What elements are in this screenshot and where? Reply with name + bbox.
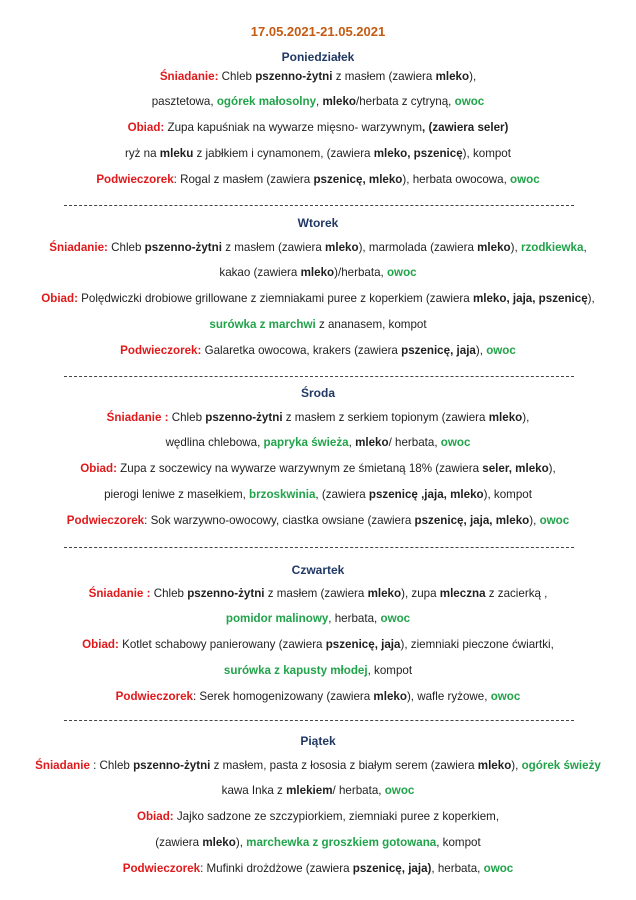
section-divider bbox=[64, 205, 574, 206]
highlight-item: owoc bbox=[490, 690, 521, 703]
meal-label: Podwieczorek bbox=[122, 862, 201, 875]
menu-line bbox=[0, 172, 636, 187]
menu-line bbox=[0, 637, 636, 652]
menu-line bbox=[0, 146, 636, 161]
text: Chleb bbox=[168, 411, 206, 424]
text: ), bbox=[522, 411, 530, 424]
meal-label: Obiad: bbox=[80, 462, 117, 475]
section-divider bbox=[64, 376, 574, 377]
text: , bbox=[583, 241, 587, 254]
text: ), ziemniaki pieczone ćwiartki, bbox=[400, 638, 554, 651]
text: Jajko sadzone ze szczypiorkiem, ziemniaki puree z koperkiem, bbox=[173, 810, 500, 823]
menu-line bbox=[0, 861, 636, 876]
menu-line bbox=[0, 586, 636, 601]
allergen: , (zawiera seler) bbox=[422, 121, 509, 134]
meal-label: Śniadanie : bbox=[88, 587, 151, 600]
allergen: mleko bbox=[202, 836, 236, 849]
text: Chleb bbox=[150, 587, 188, 600]
highlight-item: pomidor malinowy bbox=[225, 612, 329, 625]
menu-line bbox=[0, 611, 636, 626]
menu-line bbox=[0, 69, 636, 84]
allergen: mleko, pszenicę bbox=[373, 147, 463, 160]
text: ), bbox=[510, 241, 521, 254]
text: pasztetowa, bbox=[151, 95, 217, 108]
meal-label: Śniadanie: bbox=[159, 70, 219, 83]
text: (zawiera bbox=[155, 836, 203, 849]
highlight-item: ogórek świeży bbox=[521, 759, 601, 772]
meal-label: Śniadanie bbox=[35, 759, 90, 772]
allergen: mleko bbox=[367, 587, 402, 600]
text: z masłem z serkiem topionym (zawiera bbox=[282, 411, 489, 424]
text: ), bbox=[587, 292, 595, 305]
allergen: mleko bbox=[355, 436, 389, 449]
text: ), kompot bbox=[462, 147, 511, 160]
day-heading: Wtorek bbox=[297, 216, 339, 230]
meal-label: Obiad: bbox=[127, 121, 165, 134]
menu-line bbox=[0, 317, 636, 332]
text: : Rogal z masłem (zawiera bbox=[173, 173, 314, 186]
text: Chleb bbox=[218, 70, 256, 83]
allergen: pszenicę, jaja) bbox=[352, 862, 432, 875]
text: : Serek homogenizowany (zawiera bbox=[192, 690, 374, 703]
menu-line bbox=[0, 487, 636, 502]
allergen: pszenno-żytni bbox=[205, 411, 283, 424]
day-heading: Piątek bbox=[300, 734, 336, 748]
highlight-item: rzodkiewka bbox=[520, 241, 584, 254]
allergen: pszenno-żytni bbox=[187, 587, 265, 600]
text: , herbata, bbox=[328, 612, 381, 625]
text: : Mufinki drożdżowe (zawiera bbox=[200, 862, 353, 875]
meal-label: Podwieczorek bbox=[66, 514, 145, 527]
menu-line bbox=[0, 758, 636, 773]
highlight-item: owoc bbox=[440, 436, 471, 449]
text: , bbox=[316, 95, 323, 108]
allergen: mleko bbox=[435, 70, 470, 83]
menu-line bbox=[0, 461, 636, 476]
text: : Sok warzywno-owocowy, ciastka owsiane (zawiera bbox=[144, 514, 415, 527]
text: z masłem, pasta z łososia z białym serem (zawiera bbox=[210, 759, 478, 772]
allergen: pszenicę ,jaja, mleko bbox=[368, 488, 484, 501]
highlight-item: owoc bbox=[539, 514, 570, 527]
menu-line bbox=[0, 120, 636, 135]
menu-line bbox=[0, 94, 636, 109]
text: z ananasem, kompot bbox=[315, 318, 427, 331]
allergen: mleko bbox=[322, 95, 357, 108]
menu-line bbox=[0, 410, 636, 425]
highlight-item: papryka świeża bbox=[263, 436, 349, 449]
text: ), bbox=[469, 70, 477, 83]
text: ), bbox=[475, 344, 487, 357]
allergen: mleko bbox=[325, 241, 359, 254]
text: pierogi leniwe z masełkiem, bbox=[104, 488, 250, 501]
allergen: mleko bbox=[488, 411, 523, 424]
allergen: mleczna bbox=[439, 587, 486, 600]
menu-line bbox=[0, 835, 636, 850]
meal-label: Śniadanie : bbox=[106, 411, 169, 424]
text: ), kompot bbox=[483, 488, 532, 501]
menu-line bbox=[0, 265, 636, 280]
menu-line bbox=[0, 513, 636, 528]
menu-line bbox=[0, 809, 636, 824]
text: Kotlet schabowy panierowany (zawiera bbox=[118, 638, 326, 651]
text: z masłem (zawiera bbox=[221, 241, 326, 254]
text: , (zawiera bbox=[315, 488, 369, 501]
highlight-item: owoc bbox=[454, 95, 485, 108]
section-divider bbox=[64, 547, 574, 548]
text: Polędwiczki drobiowe grillowane z ziemniakami puree z koperkiem (zawiera bbox=[77, 292, 473, 305]
text: z zacierką , bbox=[485, 587, 548, 600]
menu-line bbox=[0, 435, 636, 450]
allergen: pszenicę, jaja, mleko bbox=[414, 514, 530, 527]
text: )/herbata, bbox=[334, 266, 387, 279]
text: , kompot bbox=[436, 836, 481, 849]
text: Zupa z soczewicy na wywarze warzywnym ze śmietaną 18% (zawiera bbox=[116, 462, 483, 475]
allergen: pszenno-żytni bbox=[144, 241, 222, 254]
allergen: mlekiem bbox=[286, 784, 333, 797]
text: ryż na bbox=[125, 147, 160, 160]
menu-line bbox=[0, 689, 636, 704]
meal-label: Podwieczorek: bbox=[120, 344, 202, 357]
allergen: mleko bbox=[373, 690, 407, 703]
text: ), marmolada (zawiera bbox=[358, 241, 478, 254]
text: ), zupa bbox=[401, 587, 440, 600]
text: , bbox=[348, 436, 356, 449]
allergen: mleko bbox=[477, 759, 512, 772]
allergen: mleko, jaja, pszenicę bbox=[472, 292, 588, 305]
text: ), bbox=[548, 462, 556, 475]
text: kawa Inka z bbox=[221, 784, 287, 797]
meal-label: Podwieczorek bbox=[115, 690, 193, 703]
text: kakao (zawiera bbox=[219, 266, 301, 279]
text: Galaretka owocowa, krakers (zawiera bbox=[201, 344, 402, 357]
meal-label: Obiad: bbox=[82, 638, 119, 651]
allergen: seler, mleko bbox=[482, 462, 549, 475]
allergen: mleko bbox=[300, 266, 335, 279]
text: , kompot bbox=[367, 664, 413, 677]
text: z masłem (zawiera bbox=[332, 70, 436, 83]
allergen: pszenno-żytni bbox=[133, 759, 211, 772]
highlight-item: ogórek małosolny bbox=[216, 95, 317, 108]
text: wędlina chlebowa, bbox=[165, 436, 264, 449]
allergen: mleko bbox=[477, 241, 511, 254]
meal-label: Śniadanie: bbox=[49, 241, 108, 254]
highlight-item: owoc bbox=[384, 784, 415, 797]
allergen: pszenicę, mleko bbox=[313, 173, 403, 186]
highlight-item: owoc bbox=[386, 266, 417, 279]
menu-line bbox=[0, 240, 636, 255]
highlight-item: brzoskwinia bbox=[249, 488, 316, 501]
text: : Chleb bbox=[89, 759, 134, 772]
day-heading: Środa bbox=[300, 386, 335, 400]
highlight-item: marchewka z groszkiem gotowana bbox=[246, 836, 437, 849]
allergen: pszenno-żytni bbox=[255, 70, 333, 83]
meal-label: Obiad: bbox=[41, 292, 78, 305]
text: ), herbata owocowa, bbox=[402, 173, 511, 186]
day-heading: Czwartek bbox=[291, 563, 345, 577]
highlight-item: owoc bbox=[380, 612, 411, 625]
menu-line bbox=[0, 291, 636, 306]
allergen: pszenicę, jaja bbox=[325, 638, 401, 651]
text: ), wafle ryżowe, bbox=[406, 690, 491, 703]
text: Zupa kapuśniak na wywarze mięsno- warzywnym bbox=[164, 121, 423, 134]
allergen: pszenicę, jaja bbox=[401, 344, 476, 357]
highlight-item: owoc bbox=[483, 862, 514, 875]
menu-line bbox=[0, 343, 636, 358]
day-heading: Poniedziałek bbox=[281, 50, 355, 64]
text: ), bbox=[529, 514, 540, 527]
meal-label: Obiad: bbox=[136, 810, 174, 823]
allergen: mleku bbox=[159, 147, 194, 160]
text: /herbata z cytryną, bbox=[356, 95, 455, 108]
text: Chleb bbox=[107, 241, 145, 254]
section-divider bbox=[64, 720, 574, 721]
highlight-item: owoc bbox=[510, 173, 540, 186]
week-title: 17.05.2021-21.05.2021 bbox=[250, 24, 386, 39]
highlight-item: surówka z kapusty młodej bbox=[223, 664, 368, 677]
text: ), bbox=[235, 836, 247, 849]
menu-line bbox=[0, 663, 636, 678]
text: , herbata, bbox=[431, 862, 484, 875]
menu-line bbox=[0, 783, 636, 798]
meal-label: Podwieczorek bbox=[96, 173, 174, 186]
text: ), bbox=[511, 759, 522, 772]
highlight-item: surówka z marchwi bbox=[209, 318, 316, 331]
text: / herbata, bbox=[332, 784, 385, 797]
text: / herbata, bbox=[388, 436, 441, 449]
text: z jabłkiem i cynamonem, (zawiera bbox=[193, 147, 374, 160]
text: z masłem (zawiera bbox=[264, 587, 368, 600]
highlight-item: owoc bbox=[486, 344, 516, 357]
